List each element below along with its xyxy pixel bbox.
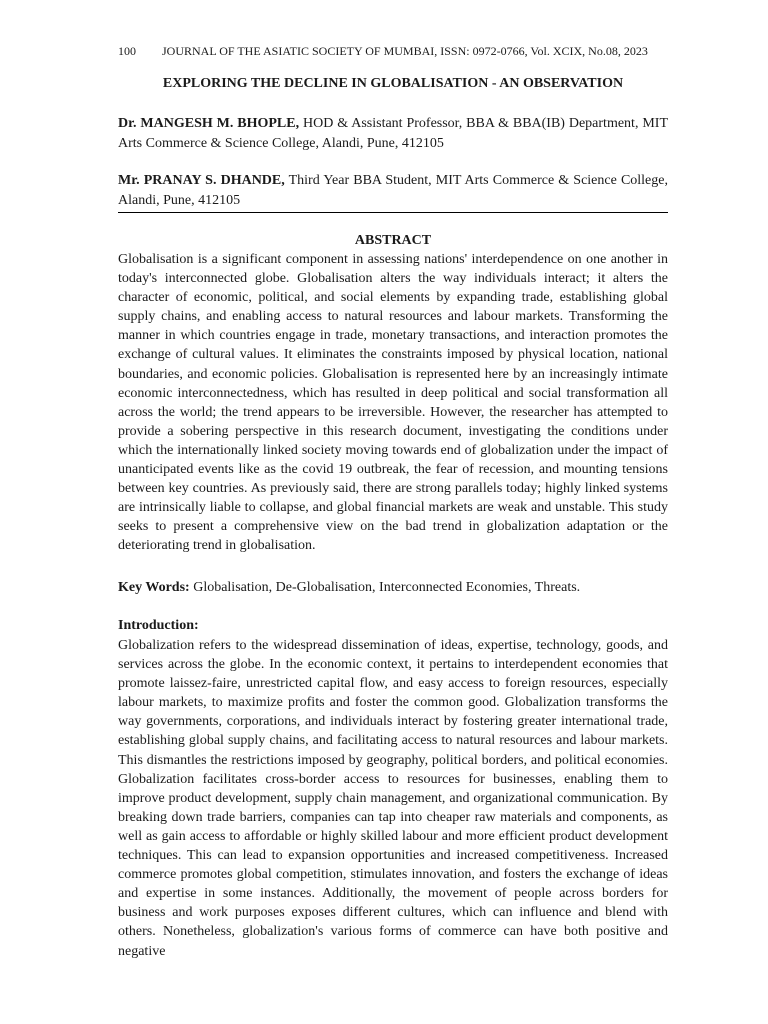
keywords-list: Globalisation, De-Globalisation, Interconnected Economies, Threats. — [189, 580, 581, 595]
page-number: 100 — [118, 44, 136, 58]
abstract-text: Globalisation is a significant component in assessing nations' interdependence on one another in today's interconnected globe. Globalisation alters the way individuals interact; it alters the character of economic, political, and social elements by expanding trade, establishing global supply chains, and enabling access to natural resources and labour markets. Transforming the manner in which countries engage in trade, monetary transactions, and interaction promotes the exchange of cultural values. It eliminates the constraints imposed by physical location, national boundaries, and economic policies. Globalisation is represented here by an increasingly intimate economic interconnectedness, which has resulted in deep political and social transformation all across the world; the trend appears to be irreversible. However, the researcher has attempted to provide a sobering perspective in this research document, investigating the conditions under which the internationally linked society moving towards end of globalization under the impact of unanticipated events like as the covid 19 outbreak, the fear of recession, and mounting tensions between key countries. As previously said, there are strong parallels today; highly linked systems are intrinsically liable to collapse, and global financial markets are weak and unstable. This study seeks to present a comprehensive view on the bad trend in globalization adaptation or the deteriorating trend in globalisation. — [118, 252, 668, 554]
abstract-heading: ABSTRACT — [354, 233, 432, 248]
journal-citation: JOURNAL OF THE ASIATIC SOCIETY OF MUMBAI, ISSN: 0972-0766, Vol. XCIX, No.08, 2023 — [162, 44, 648, 58]
author-name: Dr. MANGESH M. BHOPLE, — [118, 116, 300, 131]
divider — [118, 212, 668, 213]
keywords — [118, 578, 668, 597]
keywords-label: Key Words: — [118, 580, 190, 595]
introduction-heading: Introduction: — [118, 618, 199, 633]
paper-title: EXPLORING THE DECLINE IN GLOBALISATION - AN OBSERVATION — [162, 76, 624, 91]
author-affiliation: Third Year BBA Student, MIT Arts Commerce & Science College, Alandi, Pune, 412105 — [118, 173, 668, 208]
author-block — [118, 171, 668, 210]
author-name: Mr. PRANAY S. DHANDE, — [118, 173, 285, 188]
author-block — [118, 114, 668, 153]
introduction-text: Globalization refers to the widespread dissemination of ideas, expertise, technology, goods, and services across the globe. In the economic context, it pertains to interdependent economies that promote laissez-faire, unrestricted capital flow, and easy access to foreign resources, especially labour markets, to maximize profits and foster the common good. Globalization transforms the way governments, corporations, and individuals interact by fostering greater international trade, establishing global supply chains, and facilitating access to natural resources and labour markets. This dismantles the restrictions imposed by geography, political borders, and political economies. Globalization facilitates cross-border access to resources for businesses, enabling them to improve product development, supply chain management, and organizational communication. By breaking down trade barriers, companies can tap into cheaper raw materials and components, as well as gain access to affordable or highly skilled labour and more efficient product development techniques. This can lead to expansion opportunities and increased competitiveness. Increased commerce promotes global competition, stimulates innovation, and fosters the exchange of ideas and expertise in some instances. Additionally, the movement of people across borders for business and work purposes exposes different cultures, which can influence and blend with others. Nonetheless, globalization's various forms of commerce can have both positive and negative — [118, 638, 668, 959]
running-header — [118, 43, 668, 59]
author-affiliation: HOD & Assistant Professor, BBA & BBA(IB) Department, MIT Arts Commerce & Science College, Alandi, Pune, 412105 — [118, 116, 668, 151]
